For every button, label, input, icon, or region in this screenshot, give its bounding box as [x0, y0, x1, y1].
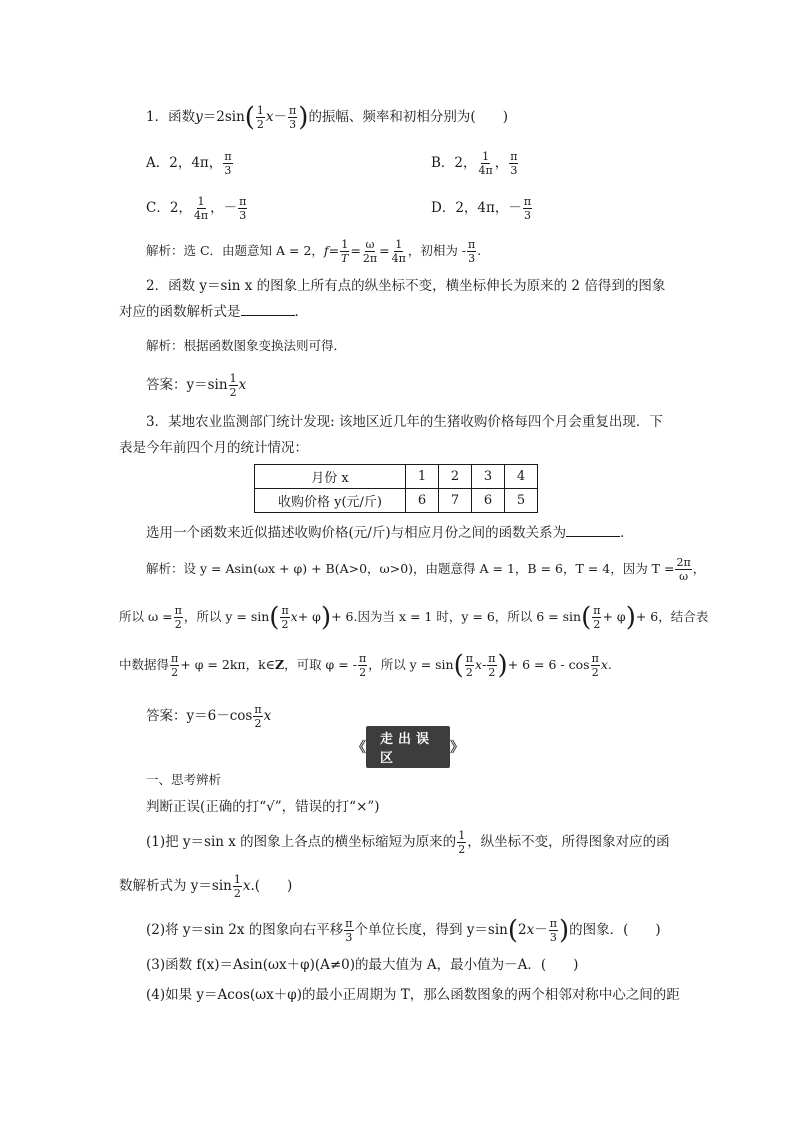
- q2-line1: 2．函数 y＝sin x 的图象上所有点的纵坐标不变，横坐标伸长为原来的 2 倍得到的图象: [146, 278, 666, 294]
- q2-analysis: 解析：根据函数图象变换法则可得．: [146, 338, 347, 353]
- judge-item-1: (1)把 y＝sin x 的图象上各点的横坐标缩短为原来的 $\frac{1}{2}$ ，纵坐标不变，所得图象对应的函: [146, 829, 670, 856]
- chevron-right-icon: 》: [450, 740, 464, 756]
- q3-analysis-1: 解析：设 y = Asin(ωx + φ) + B(A>0，ω>0)，由题意得 A = 1，B = 6，T = 4，因为 T = $\frac{2\pi}{\omega}$ ，: [146, 556, 706, 583]
- q3-answer: 答案：y＝6－cos $\frac{\pi}{2}$ x: [146, 703, 272, 730]
- table-cell: 3: [472, 465, 505, 489]
- table-header-month: 月份 x: [255, 465, 406, 489]
- section-title: 一、思考辨析: [146, 772, 222, 787]
- banner-title: 走出误区: [366, 726, 450, 768]
- table-cell: 2: [439, 465, 472, 489]
- q3-analysis-2: 所以 ω = $\frac{\pi}{2}$ ，所以 y = sin( $\frac{\pi}{2}$ x+ φ)+ 6.因为当 x = 1 时，y = 6，所以 6 = sin( $\frac{\pi}{2}$ + φ)+ 6，结合表: [119, 602, 709, 633]
- table-row: [255, 489, 538, 513]
- q3-line3: 选用一个函数来近似描述收购价格(元/斤)与相应月份之间的函数关系为 ．: [146, 525, 634, 541]
- answer-blank[interactable]: [241, 303, 295, 316]
- q1-option-a[interactable]: A．2，4π， $\frac{\pi}{3}$: [146, 150, 232, 177]
- section-banner: [352, 732, 464, 766]
- table-cell: 6: [472, 489, 505, 513]
- judge-item-4: (4)如果 y＝Acos(ωx＋φ)的最小正周期为 T，那么函数图象的两个相邻对称中心之间的距: [146, 987, 680, 1003]
- q1-stem: 1．函数y＝2sin( $\frac{1}{2}$ x－ $\frac{\pi}{3}$ )的振幅、频率和初相分别为( ): [146, 102, 508, 133]
- q1-option-b[interactable]: B．2， $\frac{1}{4\pi}$ ， $\frac{\pi}{3}$: [431, 150, 518, 177]
- q1-option-d[interactable]: D．2，4π，－ $\frac{\pi}{3}$: [431, 195, 532, 222]
- table-header-price: 收购价格 y(元/斤): [255, 489, 406, 513]
- table-cell: 6: [406, 489, 439, 513]
- answer-blank[interactable]: [566, 524, 620, 537]
- judge-item-1-cont: 数解析式为 y＝sin $\frac{1}{2}$ x.( ): [119, 873, 293, 900]
- q2-answer: 答案：y＝sin $\frac{1}{2}$ x: [146, 372, 247, 399]
- table-cell: 5: [505, 489, 538, 513]
- q1-option-c[interactable]: C．2， $\frac{1}{4\pi}$ ，－ $\frac{\pi}{3}$: [146, 195, 247, 222]
- table-cell: 1: [406, 465, 439, 489]
- table-row: [255, 465, 538, 489]
- table-cell: 7: [439, 489, 472, 513]
- judge-item-2: (2)将 y＝sin 2x 的图象向右平移 $\frac{\pi}{3}$ 个单位长度，得到 y＝sin(2x－ $\frac{\pi}{3}$ )的图象．( ): [146, 915, 661, 946]
- section-instructions: 判断正误(正确的打“√”，错误的打“×”): [146, 799, 380, 815]
- q1-analysis: 解析：选 C．由题意知 A = 2，f= $\frac{1}{T}$ = $\frac{\omega}{2\pi}$ = $\frac{1}{4\pi}$ ，初相为 - $\frac{\pi}{3}$ .: [146, 238, 482, 265]
- q3-line1: 3．某地农业监测部门统计发现: 该地区近几年的生猪收购价格每四个月会重复出现．下: [146, 414, 663, 430]
- q3-analysis-3: 中数据得 $\frac{\pi}{2}$ + φ = 2kπ，k∈Z，可取 φ = - $\frac{\pi}{2}$ ，所以 y = sin( $\frac{\pi}{2}$ x- $\frac{\pi}{2}$ )+ 6 = 6 - cos $\frac{\pi}{2}$ x.: [119, 650, 612, 681]
- q3-line2: 表是今年前四个月的统计情况：: [119, 440, 308, 456]
- judge-item-3: (3)函数 f(x)＝Asin(ωx＋φ)(A≠0)的最大值为 A，最小值为－A．( ): [146, 957, 579, 973]
- chevron-left-icon: 《: [352, 740, 366, 756]
- price-table: [254, 464, 538, 513]
- table-cell: 4: [505, 465, 538, 489]
- q2-line2: 对应的函数解析式是 ．: [119, 304, 308, 320]
